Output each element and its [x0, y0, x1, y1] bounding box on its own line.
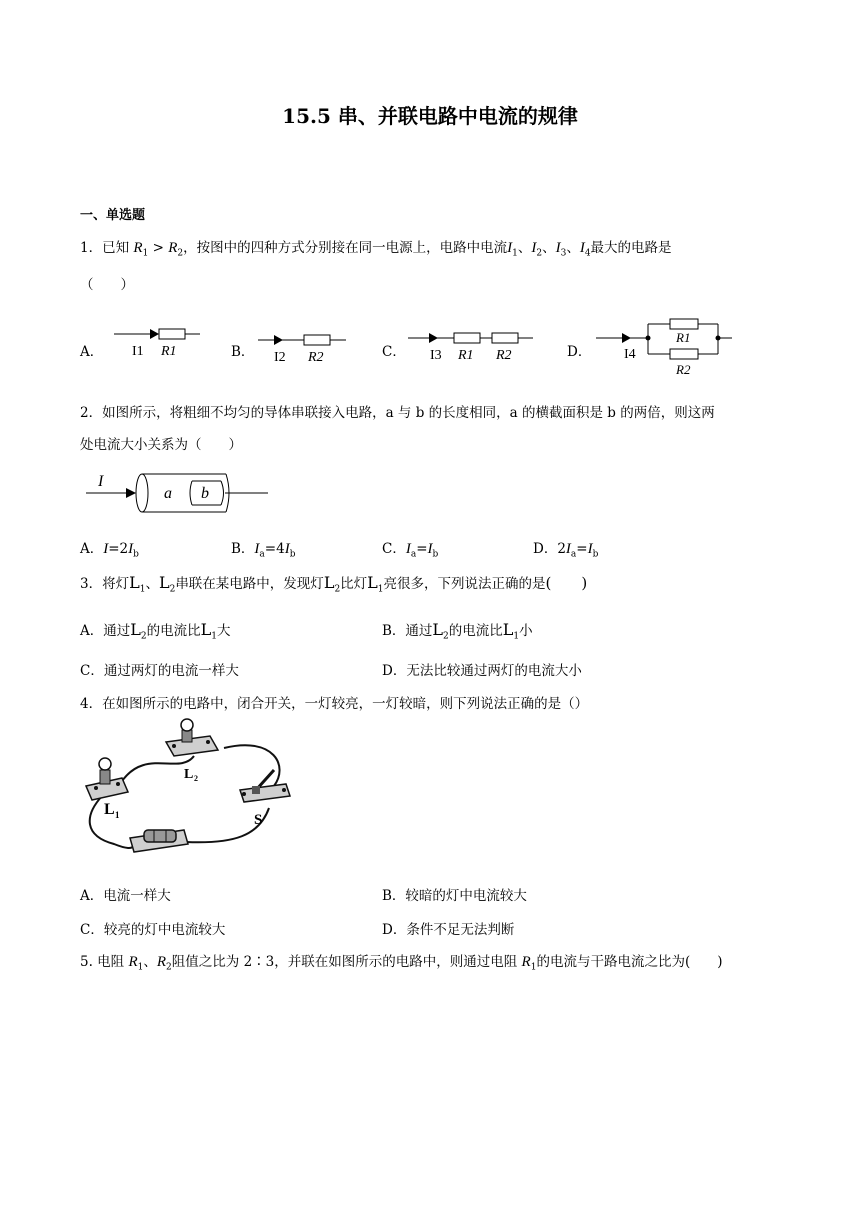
q2-option-d[interactable]: D．$2I_a=I_b$ [533, 541, 599, 560]
q2-option-b[interactable]: B．$I_a=4I_b$ [231, 541, 296, 560]
page-title: 15.5 串、并联电路中电流的规律 [282, 104, 578, 128]
q2-conductor-diagram [86, 468, 271, 520]
question-4-stem: 4．在如图所示的电路中，闭合开关，一灯较亮，一灯较暗，则下列说法正确的是（） [80, 696, 589, 712]
q1-option-d[interactable]: D． [567, 344, 592, 360]
question-2-line2: 处电流大小关系为（ ） [80, 437, 242, 453]
q1d-resistor1-label: R1 [676, 330, 691, 345]
q1a-resistor-label: R1 [161, 344, 177, 359]
q2-option-a[interactable]: A．$I=2I_b$ [80, 541, 139, 560]
q4-option-d[interactable]: D．条件不足无法判断 [382, 922, 515, 938]
question-5-stem: 5. 电阻 $R_1$、$R_2$阻值之比为 2∶3，并联在如图所示的电路中，则通过电阻 $R_1$的电流与干路电流之比为( ) [80, 954, 723, 973]
q3-option-a[interactable]: A．通过$L_2$的电流比$L_1$大 [80, 620, 231, 642]
q1a-current-label: I1 [132, 344, 144, 359]
q4-lamp2-label: L [184, 767, 194, 782]
q2-segment-a-label: a [164, 485, 172, 502]
q4-option-b[interactable]: B．较暗的灯中电流较大 [382, 888, 527, 904]
q1b-resistor-label: R2 [308, 350, 324, 365]
q1b-current-label: I2 [274, 350, 286, 365]
q3-option-d[interactable]: D．无法比较通过两灯的电流大小 [382, 663, 582, 679]
q4-circuit-photo [84, 726, 294, 866]
q1-circuit-c-diagram [408, 328, 536, 364]
q4-lamp1-label: L [104, 801, 115, 818]
q4-option-a[interactable]: A．电流一样大 [80, 888, 171, 904]
q4-option-c[interactable]: C．较亮的灯中电流较大 [80, 922, 226, 938]
question-3-stem: 3．将灯$L_1$、$L_2$串联在某电路中，发现灯$L_2$比灯$L_1$亮很多，下列说法正确的是( ) [80, 573, 588, 595]
q1c-resistor1-label: R1 [458, 348, 474, 363]
q1d-resistor2-label: R2 [676, 362, 691, 377]
question-1-paren: （ ） [80, 277, 134, 293]
q3-option-b[interactable]: B．通过$L_2$的电流比$L_1$小 [382, 620, 533, 642]
q1-option-b[interactable]: B． [231, 344, 255, 360]
q1-circuit-d-diagram [596, 318, 736, 380]
q2-segment-b-label: b [201, 485, 209, 502]
q3-option-c[interactable]: C．通过两灯的电流一样大 [80, 663, 239, 679]
q1-option-c[interactable]: C． [382, 344, 406, 360]
q1c-resistor2-label: R2 [496, 348, 512, 363]
q1d-current-label: I4 [624, 347, 636, 362]
q2-current-label: I [98, 473, 104, 490]
q1-circuit-b-diagram [258, 330, 350, 366]
section-heading: 一、单选题 [80, 208, 146, 223]
q4-switch-label: S [254, 812, 263, 828]
question-1-stem: 1．已知 $R_1 > R_2$，按图中的四种方式分别接在同一电源上，电路中电流$I_1$、$I_2$、$I_3$、$I_4$最大的电路是 [80, 240, 672, 259]
q2-option-c[interactable]: C．$I_a=I_b$ [382, 541, 439, 560]
q1-circuit-a-diagram [114, 324, 204, 360]
q1-option-a[interactable]: A． [80, 344, 104, 360]
question-2-line1: 2．如图所示，将粗细不均匀的导体串联接入电路，a 与 b 的长度相同，a 的横截面积是 b 的两倍，则这两 [80, 405, 715, 421]
q4-lamp2-sub: 2 [194, 774, 198, 783]
q1c-current-label: I3 [430, 348, 442, 363]
q4-lamp1-sub: 1 [115, 810, 120, 820]
